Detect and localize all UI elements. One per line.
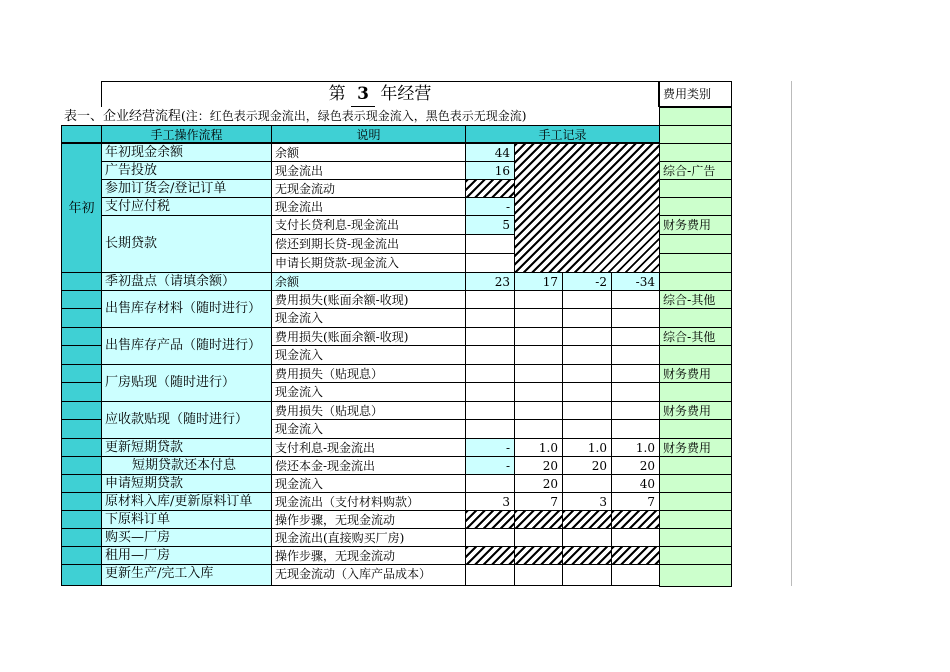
fee-category-cell[interactable]: [659, 456, 732, 475]
left-r10-b: [61, 419, 102, 439]
value-r8-a-q3[interactable]: [562, 327, 612, 346]
value-r10-b-q2[interactable]: [514, 419, 563, 439]
value-r5-3[interactable]: [465, 253, 515, 273]
value-r9-a-q2[interactable]: [514, 364, 563, 383]
value-r16-q2[interactable]: [514, 528, 563, 547]
desc-r5-1: 支付长贷利息-现金流出: [271, 215, 466, 235]
desc-r1: 余额: [271, 143, 466, 162]
value-r18-q2[interactable]: [514, 564, 563, 586]
value-r11-q2[interactable]: 1.0: [514, 438, 563, 457]
year-start-block: [61, 143, 102, 273]
desc-r3: 无现金流动: [271, 179, 466, 198]
value-r7-a-q3[interactable]: [562, 290, 612, 309]
value-r11-q3[interactable]: 1.0: [562, 438, 612, 457]
left-r6: [61, 272, 102, 291]
value-r10-a-q2[interactable]: [514, 401, 563, 420]
fee-category-cell[interactable]: [659, 492, 732, 511]
title-prefix: 第: [328, 84, 346, 104]
left-r9-a: [61, 364, 102, 383]
value-r14-q4[interactable]: 7: [611, 492, 660, 511]
value-r12-q4[interactable]: 20: [611, 456, 660, 475]
fee-category-cell[interactable]: [659, 546, 732, 565]
hatched-block: [514, 143, 660, 273]
title-suffix: 年经营: [380, 84, 432, 104]
value-r8-a-q1[interactable]: [465, 327, 515, 346]
value-r7-b-q2[interactable]: [514, 308, 563, 328]
process-r11: 更新短期贷款: [101, 438, 272, 457]
desc-r8-1: 费用损失(账面余额-收现): [271, 327, 466, 346]
value-r7-b-q4[interactable]: [611, 308, 660, 328]
fee-category-cell[interactable]: [659, 197, 732, 216]
value-r11-q4[interactable]: 1.0: [611, 438, 660, 457]
value-r7-a-q1[interactable]: [465, 290, 515, 309]
process-r1: 年初现金余额: [101, 143, 272, 162]
desc-r5-2: 偿还到期长贷-现金流出: [271, 234, 466, 254]
desc-r9-2: 现金流入: [271, 382, 466, 402]
hatch-r17-q4: [611, 546, 660, 565]
desc-r9-1: 费用损失（贴现息）: [271, 364, 466, 383]
fee-category-cell[interactable]: [659, 253, 732, 273]
table-caption: 表一、企业经营流程(注：红色表示现金流出，绿色表示现金流入，黑色表示无现金流): [64, 109, 527, 124]
value-r9-b-q1[interactable]: [465, 382, 515, 402]
value-r10-a-q3[interactable]: [562, 401, 612, 420]
hatch-r17-q3: [562, 546, 612, 565]
desc-r12: 偿还本金-现金流出: [271, 456, 466, 475]
left-r7-b: [61, 308, 102, 328]
process-r17: 租用—厂房: [101, 546, 272, 565]
left-r15: [61, 510, 102, 529]
fee-category-cell[interactable]: [659, 510, 732, 529]
hatch-r15-q1: [465, 510, 515, 529]
process-r8: 出售库存产品（随时进行）: [101, 327, 272, 365]
left-r14: [61, 492, 102, 511]
left-r10-a: [61, 401, 102, 420]
value-r9-a-q1[interactable]: [465, 364, 515, 383]
value-r2[interactable]: 16: [465, 161, 515, 180]
fee-category-cell[interactable]: 综合-其他: [659, 327, 732, 346]
value-r8-a-q2[interactable]: [514, 327, 563, 346]
value-r10-b-q1[interactable]: [465, 419, 515, 439]
value-r3-hatch: [465, 179, 515, 198]
value-r9-b-q3[interactable]: [562, 382, 612, 402]
fee-category-cell[interactable]: [659, 382, 732, 402]
process-r13: 申请短期贷款: [101, 474, 272, 493]
value-r9-b-q4[interactable]: [611, 382, 660, 402]
fee-category-cell[interactable]: [659, 528, 732, 547]
header-record: 手工记录: [465, 125, 660, 143]
value-r9-a-q3[interactable]: [562, 364, 612, 383]
process-r3: 参加订货会/登记订单: [101, 179, 272, 198]
desc-r5-3: 申请长期贷款-现金流入: [271, 253, 466, 273]
fee-category-cell[interactable]: [659, 179, 732, 198]
value-r12-q1[interactable]: -: [465, 456, 515, 475]
fee-category-cell[interactable]: [659, 308, 732, 328]
fee-category-cell[interactable]: [659, 474, 732, 493]
value-r13-q4[interactable]: 40: [611, 474, 660, 493]
value-r7-a-q4[interactable]: [611, 290, 660, 309]
header-description: 说明: [271, 125, 466, 143]
value-r12-q2[interactable]: 20: [514, 456, 563, 475]
title-year: 3: [351, 82, 375, 107]
desc-r13: 现金流入: [271, 474, 466, 493]
fee-category-cell[interactable]: 财务费用: [659, 215, 732, 235]
left-r17: [61, 546, 102, 565]
value-r16-q3[interactable]: [562, 528, 612, 547]
process-r9: 厂房贴现（随时进行）: [101, 364, 272, 402]
desc-r11: 支付利息-现金流出: [271, 438, 466, 457]
process-r16: 购买—厂房: [101, 528, 272, 547]
value-r8-b-q4[interactable]: [611, 345, 660, 365]
value-r8-a-q4[interactable]: [611, 327, 660, 346]
left-r16: [61, 528, 102, 547]
fee-category-cell[interactable]: [659, 143, 732, 162]
left-r8-b: [61, 345, 102, 365]
header-left: [61, 125, 102, 143]
process-r2: 广告投放: [101, 161, 272, 180]
value-r9-b-q2[interactable]: [514, 382, 563, 402]
fee-category-cell[interactable]: 综合-广告: [659, 161, 732, 181]
process-r6: 季初盘点（请填余额）: [101, 272, 272, 291]
desc-r8-2: 现金流入: [271, 345, 466, 365]
value-r10-b-q3[interactable]: [562, 419, 612, 439]
hatch-r17-q1: [465, 546, 515, 565]
value-r11-q1[interactable]: -: [465, 438, 515, 457]
process-r10: 应收款贴现（随时进行）: [101, 401, 272, 439]
desc-r18: 无现金流动（入库产品成本）: [271, 564, 466, 586]
left-r8-a: [61, 327, 102, 346]
hatch-r17-q2: [514, 546, 563, 565]
title-cell: [101, 81, 659, 107]
process-r7: 出售库存材料（随时进行）: [101, 290, 272, 328]
value-r18-q4[interactable]: [611, 564, 660, 586]
left-r18: [61, 564, 102, 586]
desc-r2: 现金流出: [271, 161, 466, 180]
value-r18-q1[interactable]: [465, 564, 515, 586]
process-r14: 原材料入库/更新原料订单: [101, 492, 272, 511]
desc-r14: 现金流出（支付材料购款）: [271, 492, 466, 511]
value-r14-q1[interactable]: 3: [465, 492, 515, 511]
value-r6-q4[interactable]: -34: [611, 272, 660, 291]
value-r8-b-q2[interactable]: [514, 345, 563, 365]
left-r9-b: [61, 382, 102, 402]
desc-r10-1: 费用损失（贴现息）: [271, 401, 466, 420]
value-r8-b-q3[interactable]: [562, 345, 612, 365]
value-r6-q3[interactable]: -2: [562, 272, 612, 291]
value-r10-a-q1[interactable]: [465, 401, 515, 420]
value-r13-q2[interactable]: 20: [514, 474, 563, 493]
value-r14-q3[interactable]: 3: [562, 492, 612, 511]
fee-category-cell[interactable]: [659, 564, 732, 587]
value-r12-q3[interactable]: 20: [562, 456, 612, 475]
value-r6-q2[interactable]: 17: [514, 272, 563, 291]
hatch-r15-q2: [514, 510, 563, 529]
fee-category-cell[interactable]: 综合-其他: [659, 290, 732, 310]
value-r13-q1[interactable]: [465, 474, 515, 493]
left-r13: [61, 474, 102, 493]
process-r12: 短期贷款还本付息: [101, 456, 272, 475]
value-r5-2[interactable]: [465, 234, 515, 254]
value-r18-q3[interactable]: [562, 564, 612, 586]
legend-note: (注：红色表示现金流出，绿色表示现金流入，黑色表示无现金流): [181, 109, 527, 123]
value-r10-b-q4[interactable]: [611, 419, 660, 439]
value-r7-b-q1[interactable]: [465, 308, 515, 328]
left-r12: [61, 456, 102, 475]
value-r9-a-q4[interactable]: [611, 364, 660, 383]
value-r13-q3[interactable]: [562, 474, 612, 493]
value-r16-q4[interactable]: [611, 528, 660, 547]
desc-r7-2: 现金流入: [271, 308, 466, 328]
hatch-r15-q3: [562, 510, 612, 529]
year-start-label: 年初: [68, 201, 95, 216]
header-process: 手工操作流程: [101, 125, 272, 143]
value-r8-b-q1[interactable]: [465, 345, 515, 365]
fee-category-header: 费用类别: [659, 81, 732, 107]
process-r4: 支付应付税: [101, 197, 272, 216]
process-r18: 更新生产/完工入库: [101, 564, 272, 586]
process-r5: 长期贷款: [101, 215, 272, 273]
value-r1[interactable]: 44: [465, 143, 515, 162]
value-r10-a-q4[interactable]: [611, 401, 660, 420]
desc-r7-1: 费用损失(账面余额-收现): [271, 290, 466, 309]
fee-category-cell[interactable]: [659, 345, 732, 365]
fee-category-cell[interactable]: [659, 419, 732, 439]
desc-r6: 余额: [271, 272, 466, 291]
value-r14-q2[interactable]: 7: [514, 492, 563, 511]
right-border: [791, 81, 792, 586]
fee-category-cell[interactable]: 财务费用: [659, 438, 732, 457]
desc-r15: 操作步骤，无现金流动: [271, 510, 466, 529]
value-r7-b-q3[interactable]: [562, 308, 612, 328]
desc-r16: 现金流出(直接购买厂房): [271, 528, 466, 547]
value-r5-1[interactable]: 5: [465, 215, 515, 235]
fee-category-cell[interactable]: [659, 107, 732, 126]
desc-r17: 操作步骤，无现金流动: [271, 546, 466, 565]
hatch-r15-q4: [611, 510, 660, 529]
left-r11: [61, 438, 102, 457]
value-r6-q1[interactable]: 23: [465, 272, 515, 291]
fee-category-cell[interactable]: 财务费用: [659, 401, 732, 420]
desc-r10-2: 现金流入: [271, 419, 466, 439]
fee-category-cell[interactable]: [659, 234, 732, 254]
fee-category-cell[interactable]: 财务费用: [659, 364, 732, 383]
value-r7-a-q2[interactable]: [514, 290, 563, 309]
fee-category-cell[interactable]: [659, 272, 732, 291]
value-r16-q1[interactable]: [465, 528, 515, 547]
left-r7-a: [61, 290, 102, 309]
desc-r4: 现金流出: [271, 197, 466, 216]
process-r15: 下原料订单: [101, 510, 272, 529]
value-r4[interactable]: -: [465, 197, 515, 216]
fee-category-cell[interactable]: [659, 125, 732, 144]
